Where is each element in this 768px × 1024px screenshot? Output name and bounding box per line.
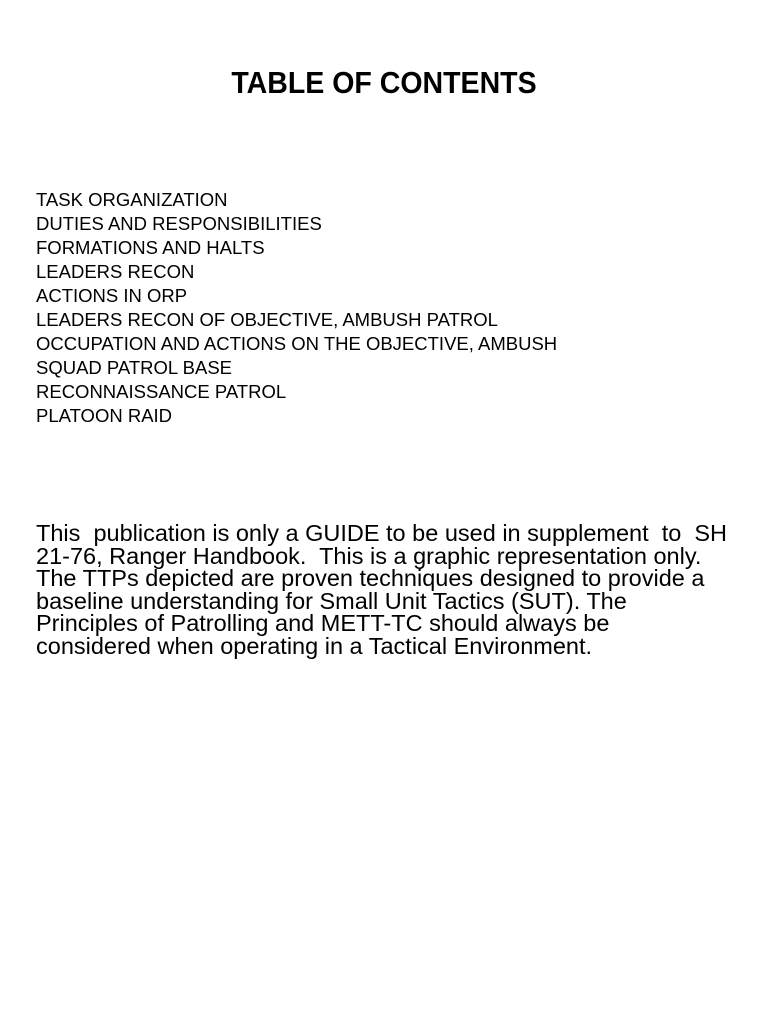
toc-item: ACTIONS IN ORP [36, 285, 188, 306]
toc-item: RECONNAISSANCE PATROL [36, 381, 287, 402]
toc-item: LEADERS RECON [36, 261, 195, 282]
toc-item: PLATOON RAID [36, 405, 173, 426]
toc-item: OCCUPATION AND ACTIONS ON THE OBJECTIVE, AMBUSH [36, 333, 558, 354]
note-line: considered when operating in a Tactical Environment. [36, 632, 593, 659]
toc-item: LEADERS RECON OF OBJECTIVE, AMBUSH PATROL [36, 309, 498, 330]
page-title: TABLE OF CONTENTS [231, 64, 537, 100]
note-line: 21-76, Ranger Handbook. This is a graphic representation only. [36, 542, 702, 569]
toc-item: SQUAD PATROL BASE [36, 357, 233, 378]
toc-item: DUTIES AND RESPONSIBILITIES [36, 213, 322, 234]
note-line: The TTPs depicted are proven techniques designed to provide a [36, 565, 705, 591]
publication-note [36, 522, 736, 657]
note-line: This publication is only a GUIDE to be used in supplement to SH [36, 520, 727, 546]
toc-item: TASK ORGANIZATION [36, 189, 228, 210]
note-line: baseline understanding for Small Unit Tactics (SUT). The [36, 587, 627, 614]
toc-item: FORMATIONS AND HALTS [36, 237, 265, 258]
table-of-contents-list [36, 188, 557, 428]
note-line: Principles of Patrolling and METT-TC should always be [36, 610, 610, 636]
